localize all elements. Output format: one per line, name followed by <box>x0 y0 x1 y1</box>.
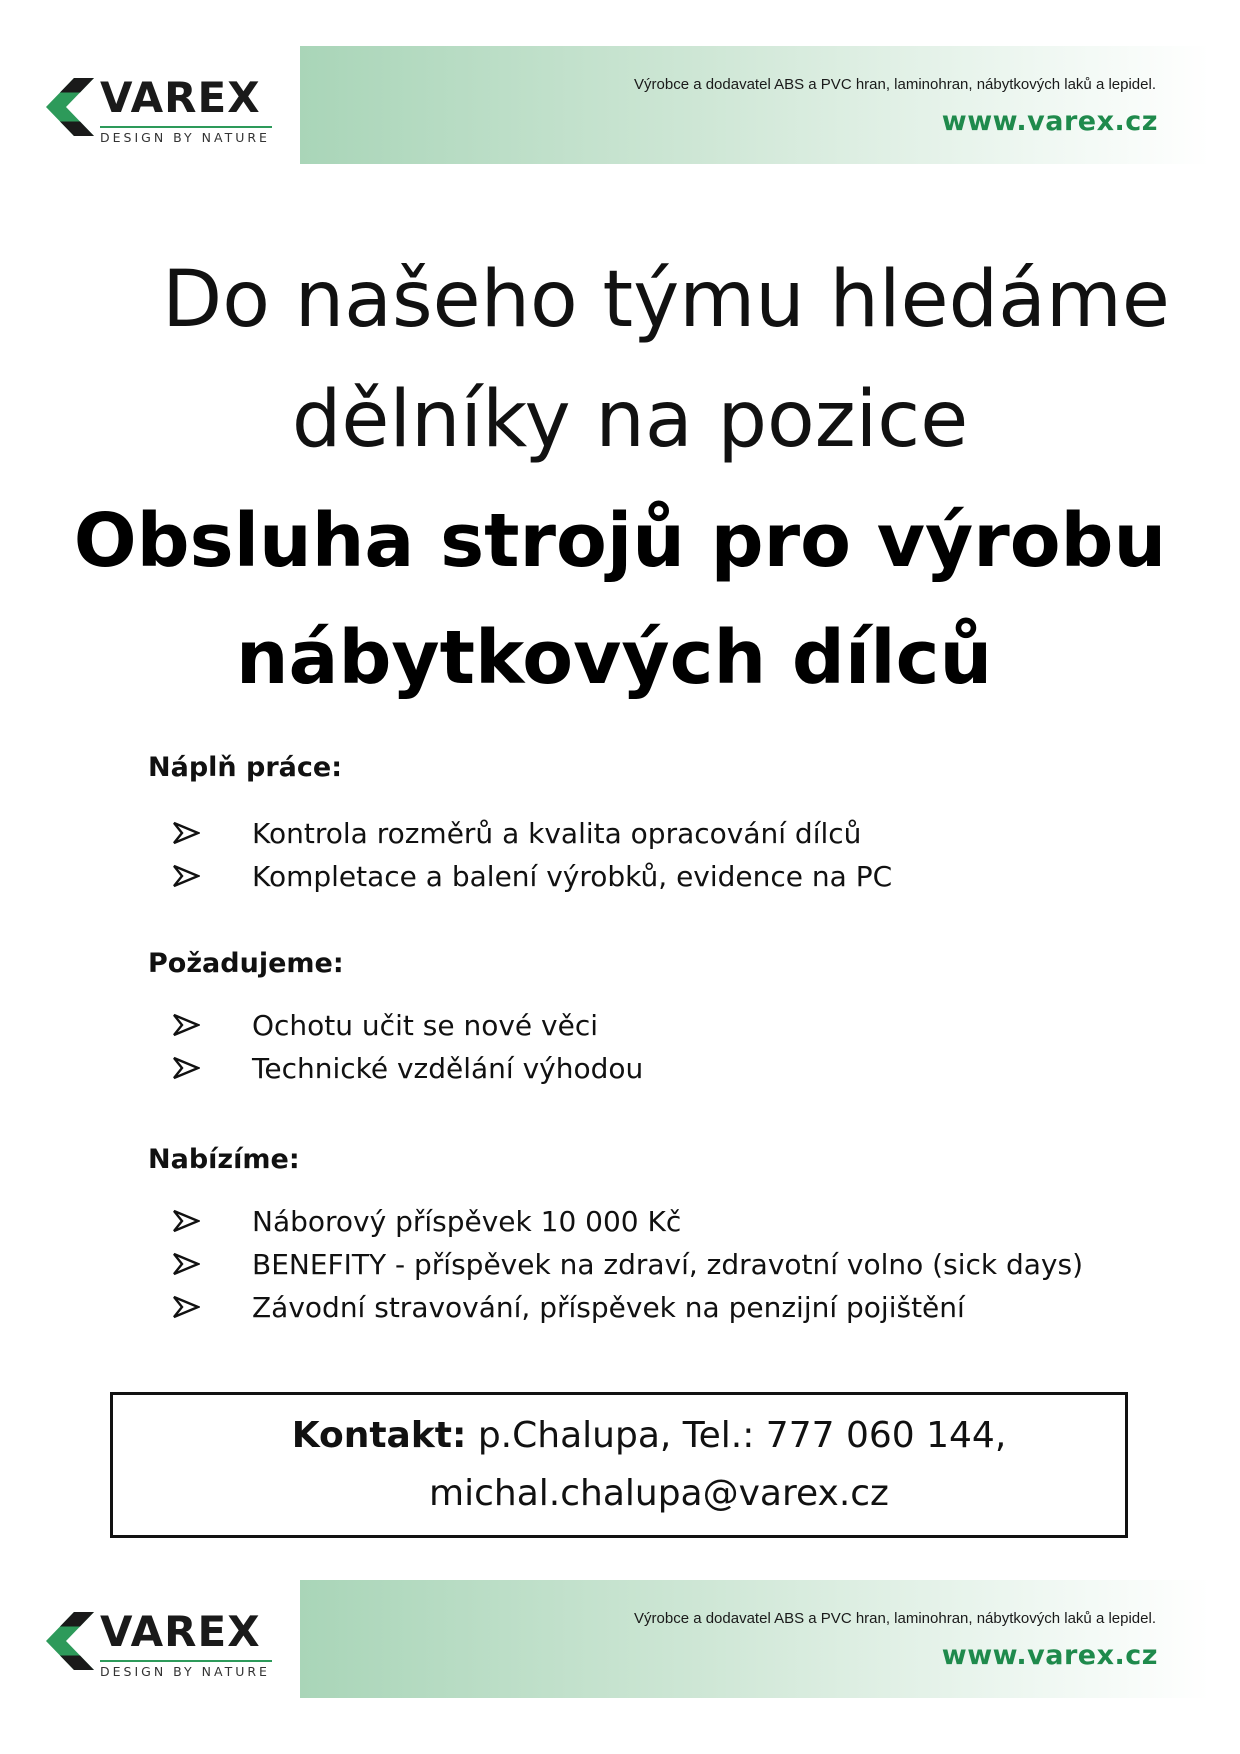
logo-divider <box>100 1660 272 1662</box>
footer-band <box>300 1580 1210 1698</box>
contact-label: Kontakt: <box>291 1415 467 1456</box>
list-item-text: Kompletace a balení výrobků, evidence na PC <box>252 860 893 893</box>
arrow-bullet-icon <box>172 821 200 845</box>
contact-details[interactable]: p.Chalupa, Tel.: 777 060 144, <box>466 1415 1007 1456</box>
header-banner <box>0 46 1240 166</box>
list-item-text: Náborový příspěvek 10 000 Kč <box>252 1205 682 1238</box>
logo-tagline: DESIGN BY NATURE <box>100 1664 270 1679</box>
footer-banner <box>0 1580 1240 1700</box>
logo-wordmark: VAREX <box>100 73 261 122</box>
list-item-text: Závodní stravování, příspěvek na penzijní pojištění <box>252 1291 965 1324</box>
section-title-job-description: Náplň práce: <box>148 752 342 783</box>
chevron-logo-icon <box>44 1612 96 1670</box>
header-band <box>300 46 1210 164</box>
company-description: Výrobce a dodavatel ABS a PVC hran, laminohran, nábytkových laků a lepidel. <box>634 76 1156 93</box>
headline-line-2: dělníky na pozice <box>291 375 969 465</box>
website-link[interactable]: www.varex.cz <box>941 106 1158 137</box>
contact-box <box>110 1392 1128 1538</box>
company-description: Výrobce a dodavatel ABS a PVC hran, laminohran, nábytkových laků a lepidel. <box>634 1610 1156 1627</box>
list-item-text: BENEFITY - příspěvek na zdraví, zdravotní volno (sick days) <box>252 1248 1083 1281</box>
list-item-text: Ochotu učit se nové věci <box>252 1009 598 1042</box>
website-link[interactable]: www.varex.cz <box>941 1640 1158 1671</box>
logo-wordmark: VAREX <box>100 1607 261 1656</box>
section-title-requirements: Požadujeme: <box>148 948 344 979</box>
arrow-bullet-icon <box>172 1252 200 1276</box>
list-item-text: Kontrola rozměrů a kvalita opracování dílců <box>252 817 862 850</box>
contact-line <box>143 1415 1155 1456</box>
logo-divider <box>100 126 272 128</box>
arrow-bullet-icon <box>172 864 200 888</box>
arrow-bullet-icon <box>172 1295 200 1319</box>
varex-logo[interactable] <box>44 1608 274 1678</box>
headline-line-1: Do našeho týmu hledáme <box>162 255 1170 345</box>
chevron-logo-icon <box>44 78 96 136</box>
contact-email[interactable]: michal.chalupa@varex.cz <box>429 1473 889 1514</box>
varex-logo[interactable] <box>44 74 274 144</box>
list-item-text: Technické vzdělání výhodou <box>252 1052 644 1085</box>
logo-tagline: DESIGN BY NATURE <box>100 130 270 145</box>
arrow-bullet-icon <box>172 1013 200 1037</box>
position-title-line-2: nábytkových dílců <box>235 615 993 701</box>
arrow-bullet-icon <box>172 1056 200 1080</box>
position-title-line-1: Obsluha strojů pro výrobu <box>73 498 1167 584</box>
arrow-bullet-icon <box>172 1209 200 1233</box>
section-title-offer: Nabízíme: <box>148 1144 300 1175</box>
